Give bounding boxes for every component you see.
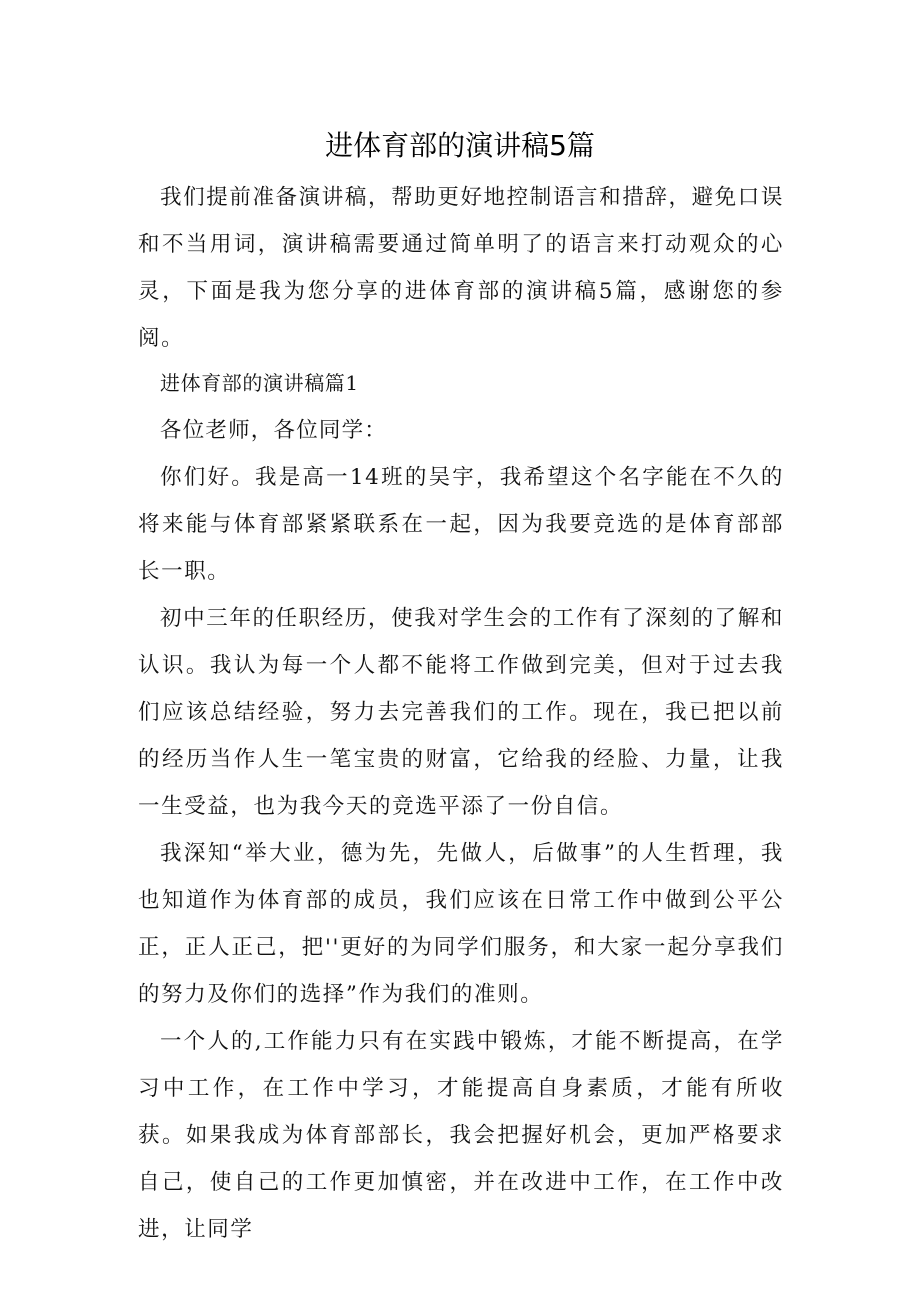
section-heading: 进体育部的演讲稿篇1 (160, 371, 359, 395)
body-paragraph: 初中三年的任职经历，使我对学生会的工作有了深刻的了解和认识。我认为每一个人都不能将工作做到完美，但对于过去我们应该总结经验，努力去完善我们的工作。现在，我已把以前的经历当作人生一笔宝贵的财富，它给我的经脸、力量，让我一生受益，也为我今天的竞选平添了一份自信。 (138, 606, 784, 819)
document-title: 进体育部的演讲稿5篇 (325, 129, 595, 162)
body-paragraph: 我深知“举大业，德为先，先做人，后做事”的人生哲理，我也知道作为体育部的成员，我们应该在日常工作中做到公平公正，正人正己，把''更好的为同学们服务，和大家一起分享我们的努力及你们的选择”作为我们的准则。 (138, 841, 784, 1007)
body-paragraph: 一个人的,工作能力只有在实践中锻炼，才能不断提高，在学习中工作，在工作中学习，才能提高自身素质，才能有所收获。如果我成为体育部部长，我会把握好机会，更加严格要求自己，使自己的工作更加慎密，并在改进中工作，在工作中改进，让同学 (138, 1029, 784, 1242)
salutation: 各位老师，各位同学： (160, 418, 388, 443)
intro-paragraph: 我们提前准备演讲稿，帮助更好地控制语言和措辞，避免口误和不当用词，演讲稿需要通过简单明了的语言来打动观众的心灵，下面是我为您分享的进体育部的演讲稿5篇，感谢您的参阅。 (138, 185, 784, 351)
speech-body (138, 360, 784, 1253)
body-paragraph: 你们好。我是高一14班的吴宇，我希望这个名字能在不久的将来能与体育部紧紧联系在一起，因为我要竞选的是体育部部长一职。 (138, 465, 784, 584)
